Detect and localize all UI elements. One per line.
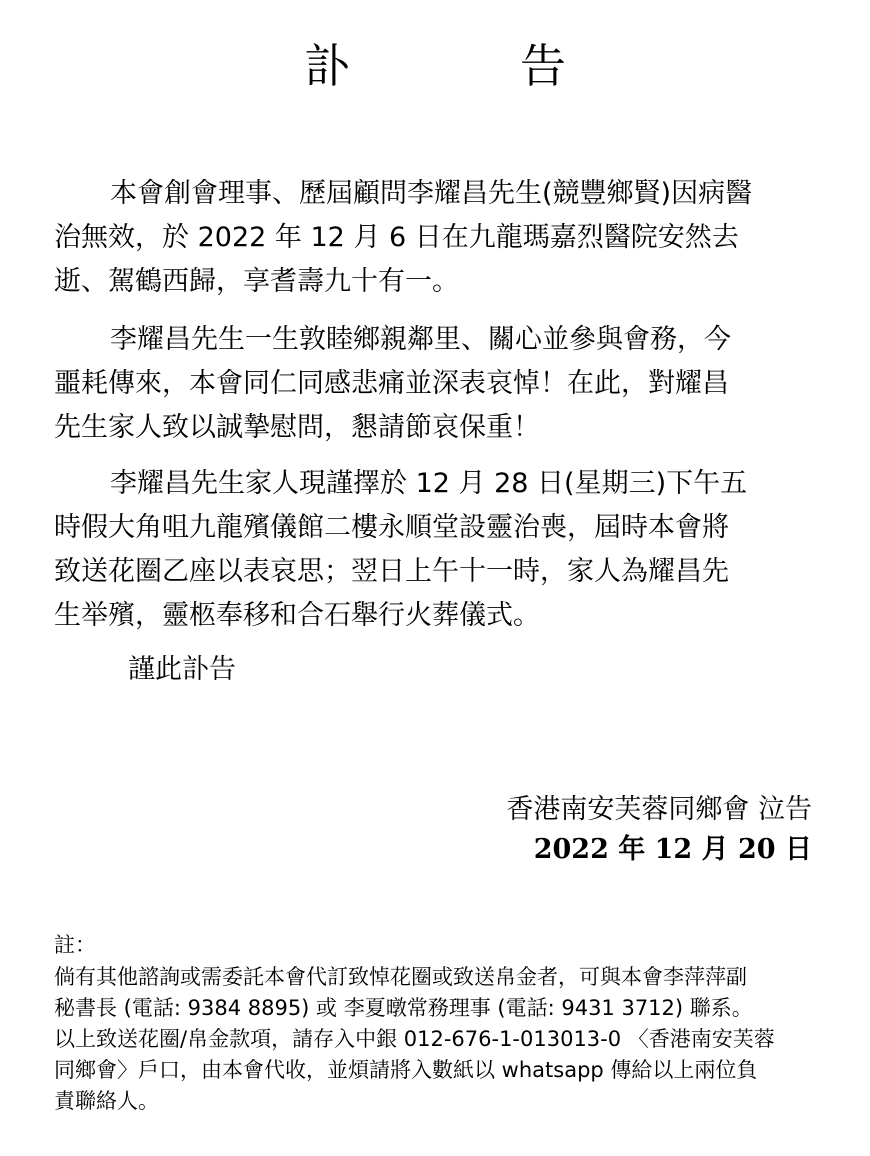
note-line: 責聯絡人。 <box>54 1089 159 1113</box>
note-line: 秘書長 (電話: 9384 8895) 或 李夏暾常務理事 (電話: 9431 3712) 聯系。 <box>54 996 753 1020</box>
paragraph-line: 逝、駕鶴西歸，享耆壽九十有一。 <box>54 266 459 297</box>
paragraph-line: 李耀昌先生家人現謹擇於 12 月 28 日(星期三)下午五 <box>110 468 748 499</box>
note-label: 註： <box>54 933 96 957</box>
signer-date: 2022 年 12 月 20 日 <box>533 834 812 865</box>
note-line: 以上致送花圈/帛金款項，請存入中銀 012-676-1-013013-0 〈香港南安芙蓉 <box>54 1027 775 1051</box>
page-title: 訃 告 <box>304 39 628 93</box>
paragraph-line: 李耀昌先生一生敦睦鄉親鄰里、關心並參與會務，今 <box>110 324 731 355</box>
paragraph-line: 時假大角咀九龍殯儀館二樓永順堂設靈治喪，屆時本會將 <box>54 512 729 543</box>
paragraph-condolence <box>54 318 824 450</box>
paragraph-announcement <box>54 172 824 304</box>
paragraph-line: 致送花圈乙座以表哀思；翌日上午十一時，家人為耀昌先 <box>54 556 729 587</box>
paragraph-line: 生举殯，靈柩奉移和合石舉行火葬儀式。 <box>54 600 540 631</box>
paragraph-line: 噩耗傳來，本會同仁同感悲痛並深表哀悼！在此，對耀昌 <box>54 368 729 399</box>
note-line: 同鄉會〉戶口，由本會代收，並煩請將入數紙以 whatsapp 傳給以上兩位負 <box>54 1058 758 1082</box>
note-line: 倘有其他諮詢或需委託本會代訂致悼花圈或致送帛金者，可與本會李萍萍副 <box>54 965 747 989</box>
note-section <box>54 962 834 1117</box>
signer-organization: 香港南安芙蓉同鄉會 泣告 <box>506 794 812 825</box>
paragraph-line: 本會創會理事、歷屆顧問李耀昌先生(競豐鄉賢)因病醫 <box>110 178 753 209</box>
paragraph-funeral-arrangements <box>54 462 824 638</box>
closing-phrase: 謹此訃告 <box>128 654 236 685</box>
paragraph-line: 治無效，於 2022 年 12 月 6 日在九龍瑪嘉烈醫院安然去 <box>54 222 739 253</box>
paragraph-line: 先生家人致以誠摯慰問，懇請節哀保重！ <box>54 412 540 443</box>
